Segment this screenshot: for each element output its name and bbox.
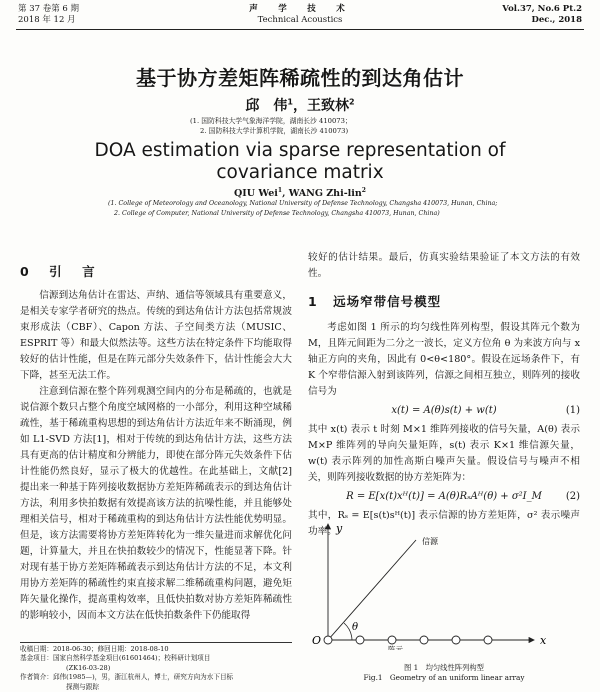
array-element (356, 636, 364, 644)
volume-issue-cn: 第 37 卷第 6 期 (18, 4, 80, 14)
author-en-1-sup: 1 (277, 187, 283, 194)
y-axis-label: y (336, 522, 343, 535)
footnote-author-cont: 探测与跟踪 (66, 682, 99, 691)
title-en-line2: covariance matrix (216, 162, 384, 183)
author-cn-sep: ， (293, 98, 307, 114)
affiliation-cn-2: 2. 国防科技大学计算机学院，湖南长沙 410073) (200, 127, 349, 135)
date-en: Dec., 2018 (531, 15, 582, 25)
footnotes (20, 645, 292, 692)
authors-cn (0, 95, 600, 115)
section-1-heading (308, 294, 580, 310)
equation-2 (308, 489, 580, 505)
journal-name-en: Technical Acoustics (257, 15, 343, 25)
array-element (420, 636, 428, 644)
volume-issue-en: Vol.37, No.6 Pt.2 (502, 4, 582, 14)
section-0-title: 引 言 (49, 264, 99, 279)
author-en-sep: , (282, 188, 289, 200)
source-label: 信源 (422, 537, 438, 546)
footnote-funding-cont: (ZK16-03-28) (66, 663, 111, 672)
equation-1-body: x(t) = A(θ)s(t) + w(t) (391, 405, 497, 416)
section-0-number: 0 (20, 264, 33, 279)
running-header (18, 4, 582, 30)
model-paragraph-2: 其中 x(t) 表示 t 时刻 M×1 维阵列接收的信号矢量，A(θ) 表示 M×P 维阵列的导向矢量矩阵，s(t) 表示 K×1 维信源矢量，w(t) 表示阵列的加性高斯白噪声矢量。假设信号与噪声不相关，则阵列接收数据的协方差矩阵为： (308, 424, 580, 483)
intro-continuation: 较好的估计结果。最后，仿真实验结果验证了本文方法的有效性。 (308, 252, 580, 279)
footnote-rule (20, 642, 292, 643)
origin-label: O (312, 634, 322, 647)
array-element (324, 636, 332, 644)
figure-1 (308, 520, 580, 650)
right-column (308, 250, 580, 540)
array-geometry-diagram (308, 520, 580, 650)
x-axis-label: x (540, 634, 547, 647)
equation-1 (308, 403, 580, 419)
figure-caption-cn: 图 1 均匀线性阵列构型 (404, 663, 484, 672)
equation-2-body: R = E[x(t)xᴴ(t)] = A(θ)RₛAᴴ(θ) + σ²I_M (346, 491, 542, 502)
intro-paragraph-1: 信源到达角估计在雷达、声纳、通信等领域具有重要意义，是相关专家学者研究的热点。传统的到达角估计方法包括常规波束形成法（CBF）、Capon 方法、子空间类方法（MUSIC、ESPRIT 等）和最大似然法等。这些方法在特定条件下均能取得较好的估计性能，但是在阵元部分失效条件下，估计性能会大大下降，甚至无法工作。 (20, 290, 292, 381)
date-cn: 2018 年 12 月 (18, 15, 76, 25)
affiliations-cn (190, 116, 352, 136)
author-cn-2: 王致林 (307, 98, 349, 114)
affiliation-en-1: (1. College of Meteorology and Oceanology, National University of Defense Technology, Changsha 410073, Hunan, China; (108, 200, 498, 207)
title-cn: 基于协方差矩阵稀疏性的到达角估计 (136, 66, 464, 90)
author-en-2-sup: 2 (361, 187, 366, 194)
section-1-title: 远场窄带信号模型 (333, 294, 442, 309)
angle-label: θ (352, 622, 359, 633)
array-label: 阵元 (388, 645, 403, 650)
author-cn-2-sup: 2 (349, 97, 355, 107)
array-element (388, 636, 396, 644)
intro-paragraph-2: 注意到信源在整个阵列观测空间内的分布是稀疏的，也就是说信源个数只占整个角度空域网格的一小部分，利用这种空域稀疏性，基于稀疏重构思想的到达角估计方法近年来不断涌现，例如 L1-SVD 方法[1]，相对于传统的到达角估计方法，这些方法具有更高的估计精度和分辨能力，即使在部分阵元失效条件下估计性能仍然良好，显示了极大的优越性。在此基础上，文献[2]提出来一种基于阵列接收数据协方差矩阵稀疏表示的到达角估计方法，利用多快拍数据有效提高该方法的抗噪性能，并且能够处理相关信号，相对于稀疏重构的到达角估计方法性能优势明显。但是，该方法需要将协方差矩阵转化为一维矢量进而求解优化问题，计算量大，并且在快拍数较少的情况下，性能显著下降。针对现有基于协方差矩阵稀疏表示到达角估计方法的不足，本文利用协方差矩阵的稀疏性约束直接求解二维稀疏重构问题，避免矩阵矢量化操作，提高重构效率，且低快拍数对协方差矩阵稀疏性的影响较小，因而本文方法在低快拍数条件下仍能取得 (20, 386, 292, 621)
author-cn-1: 邱 伟 (245, 98, 288, 114)
author-en-1: QIU Wei (234, 188, 278, 200)
array-element (452, 636, 460, 644)
section-1-number: 1 (308, 294, 318, 309)
header-rule (16, 29, 584, 30)
author-cn-1-sup: 1 (287, 97, 293, 107)
footnote-received: 收稿日期：2018-06-30；修回日期：2018-08-10 (20, 645, 169, 653)
left-column (20, 264, 292, 624)
section-0-heading (20, 264, 292, 280)
journal-name-cn: 声 学 技 术 (249, 4, 351, 14)
equation-1-number: (1) (565, 405, 580, 416)
header-right (502, 4, 582, 26)
angle-arc (344, 623, 352, 640)
model-paragraph-1: 考虑如图 1 所示的均匀线性阵列构型，假设其阵元个数为 M，且阵元间距为二分之一波长，定义方位角 θ 为来波方向与 x 轴正方向的夹角，因此有 0<θ<180°。假设在远场条件下，有 K 个窄带信源入射到该阵列，信源之间相互独立，则阵列的接收信号为 (308, 322, 580, 397)
model-paragraph-3: 其中，Rₛ = E[s(t)sᴴ(t)] 表示信源的协方差矩阵，σ² 表示噪声功率。 (308, 510, 580, 537)
header-center (18, 4, 582, 26)
author-en-2: WANG Zhi-lin (288, 188, 362, 200)
figure-1-caption (308, 663, 580, 683)
equation-2-number: (2) (565, 491, 580, 502)
title-en-line1: DOA estimation via sparse representation of (94, 140, 506, 161)
authors-en (0, 187, 600, 199)
affiliations-en (108, 199, 528, 218)
footnote-funding: 基金项目：国家自然科学基金项目(61601464)；校科研计划项目 (20, 654, 211, 663)
signal-direction-line (328, 540, 416, 640)
figure-caption-en: Fig.1 Geometry of an uniform linear array (363, 673, 525, 682)
array-element (484, 636, 492, 644)
footnote-author: 作者简介：邱伟(1985—)，男，浙江杭州人，博士，研究方向为水下目标 (20, 673, 234, 682)
title-en (0, 140, 600, 184)
affiliation-en-2: 2. College of Computer, National University of Defense Technology, Changsha 410073, Hunan, China) (114, 209, 440, 217)
affiliation-cn-1: (1. 国防科技大学气象海洋学院，湖南长沙 410073； (190, 117, 352, 125)
